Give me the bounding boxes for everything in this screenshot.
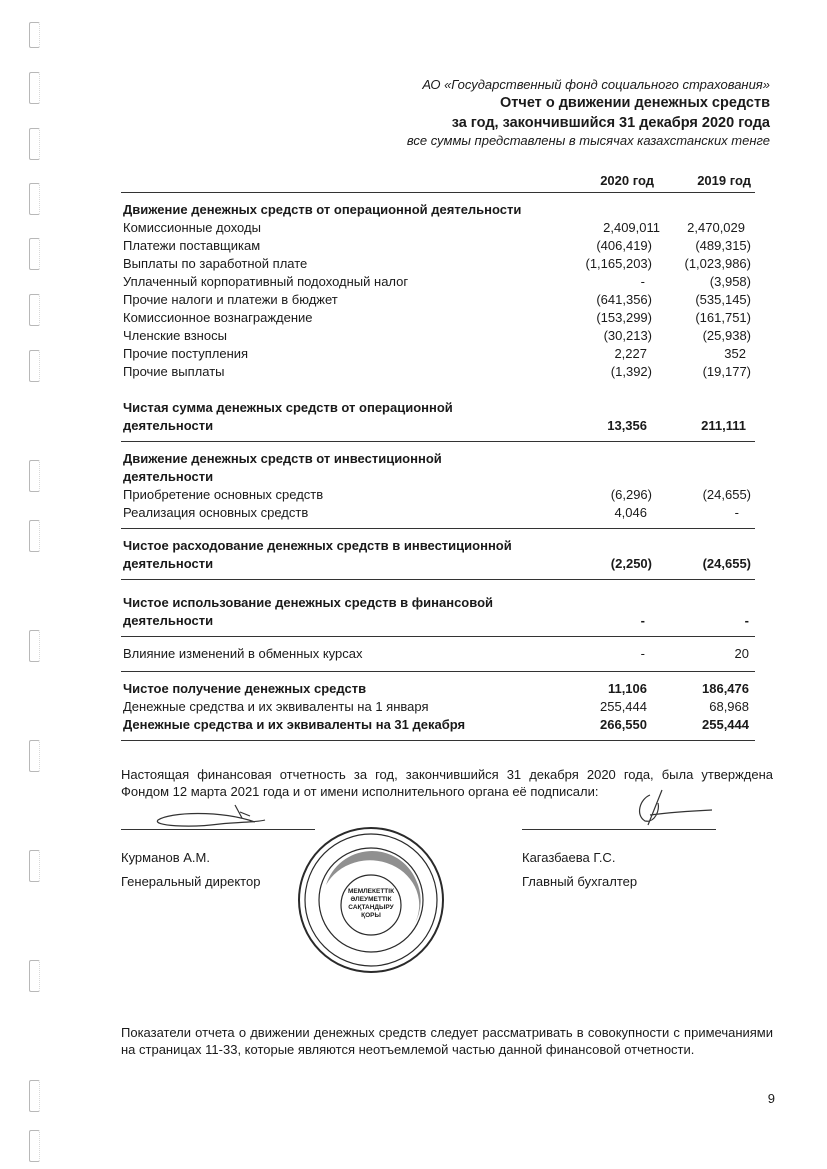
binder-mark [29,22,40,48]
binder-mark [29,630,40,662]
table-row: Членские взносы (30,213) (25,938) [123,328,751,343]
column-2020: 2020 год [600,173,654,188]
financing-total-row: деятельности - - [123,613,749,628]
binder-mark [29,1130,40,1162]
binder-mark [29,1080,40,1112]
investing-total-row: деятельности (2,250) (24,655) [123,556,751,571]
report-period: за год, закончившийся 31 декабря 2020 года [451,115,770,131]
operating-total-row: деятельности 13,356 211,111 [123,418,746,433]
binder-mark [29,238,40,270]
net-increase-row: Чистое получение денежных средств 11,106 186,476 [123,681,749,696]
table-row: Платежи поставщикам (406,419) (489,315) [123,238,751,253]
binder-mark [29,460,40,492]
table-row: Приобретение основных средств (6,296) (24,655) [123,487,751,502]
table-row: Уплаченный корпоративный подоходный налог - (3,958) [123,274,751,289]
stamp-text: МЕМЛЕКЕТТІК [347,888,395,895]
table-row: Прочие налоги и платежи в бюджет (641,356) (535,145) [123,292,751,307]
binder-mark [29,128,40,160]
binder-mark [29,520,40,552]
binder-mark [29,850,40,882]
table-row: Прочие выплаты (1,392) (19,177) [123,364,751,379]
closing-balance-row: Денежные средства и их эквиваленты на 31 декабря 266,550 255,444 [123,717,749,732]
divider [121,740,755,741]
stamp-text: ӘЛЕУМЕТТІК [350,896,392,903]
binder-mark [29,183,40,215]
signature-director [150,800,270,830]
report-title: Отчет о движении денежных средств [500,95,770,111]
binder-mark [29,740,40,772]
cash-flow-table [121,173,755,741]
opening-balance-row: Денежные средства и их эквиваленты на 1 января 255,444 68,968 [123,699,749,714]
table-row: Комиссионные доходы 2,409,011 2,470,029 [123,220,745,235]
table-row: Реализация основных средств 4,046 - [123,505,739,520]
binder-mark [29,294,40,326]
signature-line-director [121,829,315,830]
director-role: Генеральный директор [121,874,261,889]
section-heading-operating: Движение денежных средств от операционной деятельности [123,202,522,217]
accountant-role: Главный бухгалтер [522,874,638,889]
director-name: Курманов А.М. [121,850,210,865]
approval-statement: Настоящая финансовая отчетность за год, закончившийся 31 декабря 2020 года, была утверждена Фондом 12 марта 2021 года и от имени исполнительного органа её подписали: [121,767,773,799]
fx-effect-row: Влияние изменений в обменных курсах - 20 [123,646,749,661]
stamp-text: САҚТАНДЫРУ [348,904,394,911]
column-headers [121,173,755,193]
stamp-text: ҚОРЫ [361,912,381,919]
column-2019: 2019 год [697,173,751,188]
section-heading-investing-2: деятельности [123,469,214,484]
page-number: 9 [767,1091,775,1106]
investing-total-label: Чистое расходование денежных средств в инвестиционной [123,538,512,553]
footnote: Показатели отчета о движении денежных средств следует рассматривать в совокупности с примечаниями на страницах 11-33, которые являются неотъемлемой частью данной финансовой отчетности. [121,1025,773,1057]
report-header [407,76,770,149]
table-row: Выплаты по заработной плате (1,165,203) (1,023,986) [123,256,751,271]
binder-mark [29,72,40,104]
table-row: Комиссионное вознаграждение (153,299) (161,751) [123,310,751,325]
operating-total-label: Чистая сумма денежных средств от операционной [123,400,453,415]
units-note: все суммы представлены в тысячах казахстанских тенге [406,133,770,148]
table-row: Прочие поступления 2,227 352 [123,346,746,361]
binder-mark [29,960,40,992]
organization-name: АО «Государственный фонд социального страхования» [422,77,770,92]
accountant-name: Кагазбаева Г.С. [522,850,616,865]
signature-accountant [620,785,720,830]
official-stamp [296,825,446,975]
section-heading-investing: Движение денежных средств от инвестиционной [123,451,442,466]
financing-total-label: Чистое использование денежных средств в финансовой [123,595,494,610]
binder-mark [29,350,40,382]
signature-line-accountant [522,829,716,830]
